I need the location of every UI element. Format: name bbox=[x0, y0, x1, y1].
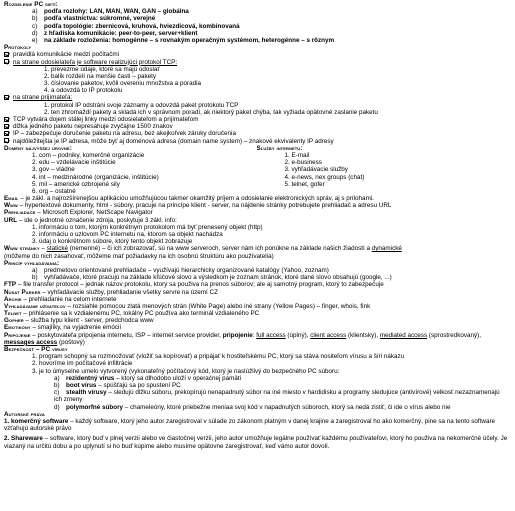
paragraph-nusat: Nusat Parker – vyhľadávacie služby, prehliadanie všetky servre na území CZ bbox=[4, 288, 218, 296]
list-item: na strane prijímateľa: bbox=[4, 94, 509, 101]
heading-protocols: Protokoly bbox=[4, 44, 32, 52]
domains-column bbox=[4, 145, 257, 195]
list-item: 3. gov – vládne bbox=[32, 166, 75, 174]
checkbox-icon bbox=[4, 95, 9, 100]
list-item: 3. je to úmyselne umelo vytvorený (vykonateľný počítačový kód, ktorý je naslúžlivý do bezpečného PC súboru: bbox=[32, 367, 340, 375]
list-item: 5. telnet, gofer bbox=[284, 180, 325, 188]
list-item: b) podľa vlastníctva: súkromné, verejné bbox=[32, 15, 156, 23]
paragraph-emoticons: Emotikony – smajlíky, na vyjadrenie emócií bbox=[4, 324, 122, 332]
paragraph-commercial-software: 1. komerčný software – každý software, ktorý jeho autor zaregistroval v súlade zo zákonom platným v danej krajine a zaregistroval ho ako komerčný, pine sa na tento software vzťahujú autorské právo bbox=[4, 417, 496, 433]
checkbox-icon bbox=[4, 59, 9, 64]
list-item: 1. prevezme údaje, ktoré sa majú odoslať bbox=[44, 65, 160, 73]
list-item: IP – zabezpečuje doručenie paketu na adresu, bez akejkoľvek záruky doručenia bbox=[4, 130, 509, 137]
list-item: c) stealth vírusy – sledujú dĺžku súboru, prekopírujú nenapadnutý súbor na iné miesto v hardidisku a programy sledujúce (antivírové) velkosť nezaznamenajú ich zmeny bbox=[54, 389, 500, 404]
heading-network-division: Rozdelenie PC sietí: bbox=[4, 1, 58, 8]
heading-copyright: Autorské práva bbox=[4, 410, 45, 418]
list-item: c) podľa topológie: zbernicová, kruhová, hviezdicová, kombinovaná bbox=[32, 22, 240, 30]
list-item: TCP vytvára dojem stálej linky medzi odosielateľom a prijímateľom bbox=[4, 116, 509, 123]
heading-services: Služby internetu: bbox=[256, 144, 303, 152]
list-item: 1. program schopný sa rozmnožovať (vložiť sa kopírovať) a pripájať k hostiteľskému PC, ktorý sa stáva nositeľom vírusu a šíri nákazu bbox=[32, 353, 405, 361]
list-item: d) z hľadiska komunikácie: peer-to-peer, server+klient bbox=[32, 29, 198, 37]
division-list bbox=[4, 8, 509, 44]
list-item: e) na základe rozloženia: homogénne – s rovnakým operačným systémom, heterogénne – s rôznym bbox=[32, 36, 335, 44]
paragraph-gopher: Gopher – služba typu klient - server, predchodca www bbox=[4, 317, 154, 325]
paragraph-archie: Archie – prehliadanie na celom internete bbox=[4, 295, 117, 303]
list-item: 3. údaj o konkrétnom súbore, ktorý tento objekt zobrazuje bbox=[32, 238, 193, 246]
list-item: 1. com – podniky, komerčné organizácie bbox=[32, 151, 145, 159]
list-item: a) rezidentný vírus – ktorý sa dlhodobo uloží v operačnej pamäti bbox=[54, 374, 242, 382]
list-item: pravidlá komunikácie medzi počítačmi bbox=[4, 51, 509, 58]
paragraph-url: URL – ide o jednotné označenie zdroja, poskytuje 3 zákl. info: bbox=[4, 216, 177, 224]
list-item: d) polymorfné súbory – chameleóny, ktoré priebežne meniaa svoj kód v napadnutých súboroch, ktorý sa nedá zistiť, či ide o vírus alebo nie bbox=[54, 403, 451, 411]
paragraph-www-pages-cont: (môžeme do nich zasahovať, môžeme mať požiadavky na ich osobnú štruktúru ako používatelia) bbox=[4, 252, 274, 260]
checkbox-icon bbox=[4, 131, 9, 136]
list-item: 4. a odovzdá to IP protokolu bbox=[44, 87, 123, 95]
list-item: 1. protokol IP odstráni svoje záznamy a odovzdá paket protokolu TCP bbox=[44, 101, 239, 109]
paragraph-provider: Pripojenie – poskytovateľa pripojenia internetu, ISP – internet service provider, pripojenie: full access (úplný), client access (klientsky), mediated access (sprostredkovaný), messages access (poštový) bbox=[4, 331, 482, 346]
services-column bbox=[257, 145, 510, 195]
paragraph-email: Email – je zákl. a najrozšírenejšou aplikáciou umožňujúcou takmer okamžitý príjem a odosielanie elektronických správ, aj s prílohami. bbox=[4, 195, 374, 203]
list-item: 4. e-news, nex groups (chat) bbox=[284, 173, 365, 181]
list-item: 2. edu – vzdelávacie inštitúcie bbox=[32, 159, 116, 167]
list-item: a) podľa rozlohy: LAN, MAN, WAN, GAN – globálna bbox=[32, 8, 189, 16]
list-item: 4. int – medzinárodné (organizácie, inštitúcie) bbox=[32, 173, 159, 181]
list-item: 5. mil – americké ozbrojené sily bbox=[32, 180, 120, 188]
heading-search: Princíp vyhľadávania: bbox=[4, 259, 60, 267]
checkbox-icon bbox=[4, 117, 9, 122]
list-item: na strane odosielateľa je software realizujúci protokol TCP: bbox=[4, 59, 509, 66]
list-item: b) boot vírus – spúšťajú sa po spustení PC bbox=[54, 381, 181, 389]
list-item: 6. org – ostatné bbox=[32, 187, 76, 195]
list-item: 2. informáciu o uzlovom PC internetu na, ktorom sa objekt nachádza bbox=[32, 231, 223, 238]
list-item: a) predmetovo orientované prehliadače – využívajú hierarchicky organizované katalógy (Yahoo, zoznam) bbox=[32, 266, 329, 274]
list-item: 2. hovoríme im počítačové infiltrácie bbox=[32, 360, 133, 368]
checkbox-icon bbox=[4, 138, 9, 143]
list-item: najdôležitejšia je IP adresa, môže byť aj doménová adresa (domain name system) – znakové ekvivalenty IP adresy bbox=[4, 138, 509, 145]
paragraph-users: Vyhľadávanie užívateľov – rozsiahle pomocou zlatá menových strán (White Page) alebo iné strany (Yellow Pages) – finger, whois, fink bbox=[4, 302, 371, 310]
list-item: dĺžka jedného paketu nepresahuje zvyčajne 1500 znakov bbox=[4, 123, 509, 130]
checkbox-icon bbox=[4, 52, 9, 57]
list-item: 2. balík rozdelí na menšie časti – pakety bbox=[44, 72, 157, 80]
paragraph-ftp: FTP – file transfer protocol – jednak názov protokolu, ktorý sa použiva na prenos súborov; ale aj samotný program, ktorý to zabezpečuje bbox=[4, 281, 384, 289]
paragraph-browsers: Prehliadače – Microsoft Explorer, NetScape Navigator bbox=[4, 209, 153, 217]
list-item: 2. ten zhromaždí pakety a skladá ich v správnom poradí, ak niektorý paket chýba, tak vyžiada opätovné zaslanie paketu bbox=[44, 108, 378, 116]
list-item: 1. E-mail bbox=[284, 151, 310, 159]
list-item: 3. číslovanie paketov, kvôli overeniu množstva a poradia bbox=[44, 80, 202, 88]
paragraph-www-pages: Www stránky – statické (nemenné) – či ich zobrazovať, sú na www serveroch, server nám ich ponúkne na základe našich žiadostí a dynamické bbox=[4, 245, 402, 253]
paragraph-shareware: 2. Shareware – software, ktorý buď v plnej verzii alebo ve čiastočnej verzii, jeho autor umožňuje legálne používať každému používateľovi, ktorý ho použiva na nekomerčné účely. Je viazaný na určitú dobu a po uplynutí si ho buď kúpime alebo musíme opätovne zaregistrovať, keď vámo autor dovolí. bbox=[4, 435, 508, 450]
list-item: 2. e-business bbox=[284, 159, 322, 167]
paragraph-www: Www – hypertextové dokumenty, html - súbory, pracuje na princípe klient - server, na nájdenie stránky potrebujete prehliadač a adresu URL bbox=[4, 202, 392, 210]
checkbox-icon bbox=[4, 124, 9, 129]
list-item: b) vyhľadávače, ktoré pracujú na základe kľúčové slovo a výsledkom je zoznam stránok, ktoré dané slovo obsahujú (google, ...) bbox=[32, 274, 392, 282]
heading-security: Bezpečnosť – PC vírusy bbox=[4, 346, 68, 354]
list-item: 1. informáciu o tom, ktorým konkrétnym protokolom má byť prenesený objekt (http) bbox=[32, 223, 263, 231]
paragraph-telnet: Telnet – prihlásenie sa k vzdialenému PC, lokálny PC používa ako terminál vzdialeného PC bbox=[4, 310, 260, 318]
list-item: 3. vyhľadávacie služby bbox=[284, 166, 348, 174]
domains-services-columns bbox=[4, 145, 509, 195]
heading-domains: Domény najvyššej úrovne: bbox=[4, 144, 72, 152]
